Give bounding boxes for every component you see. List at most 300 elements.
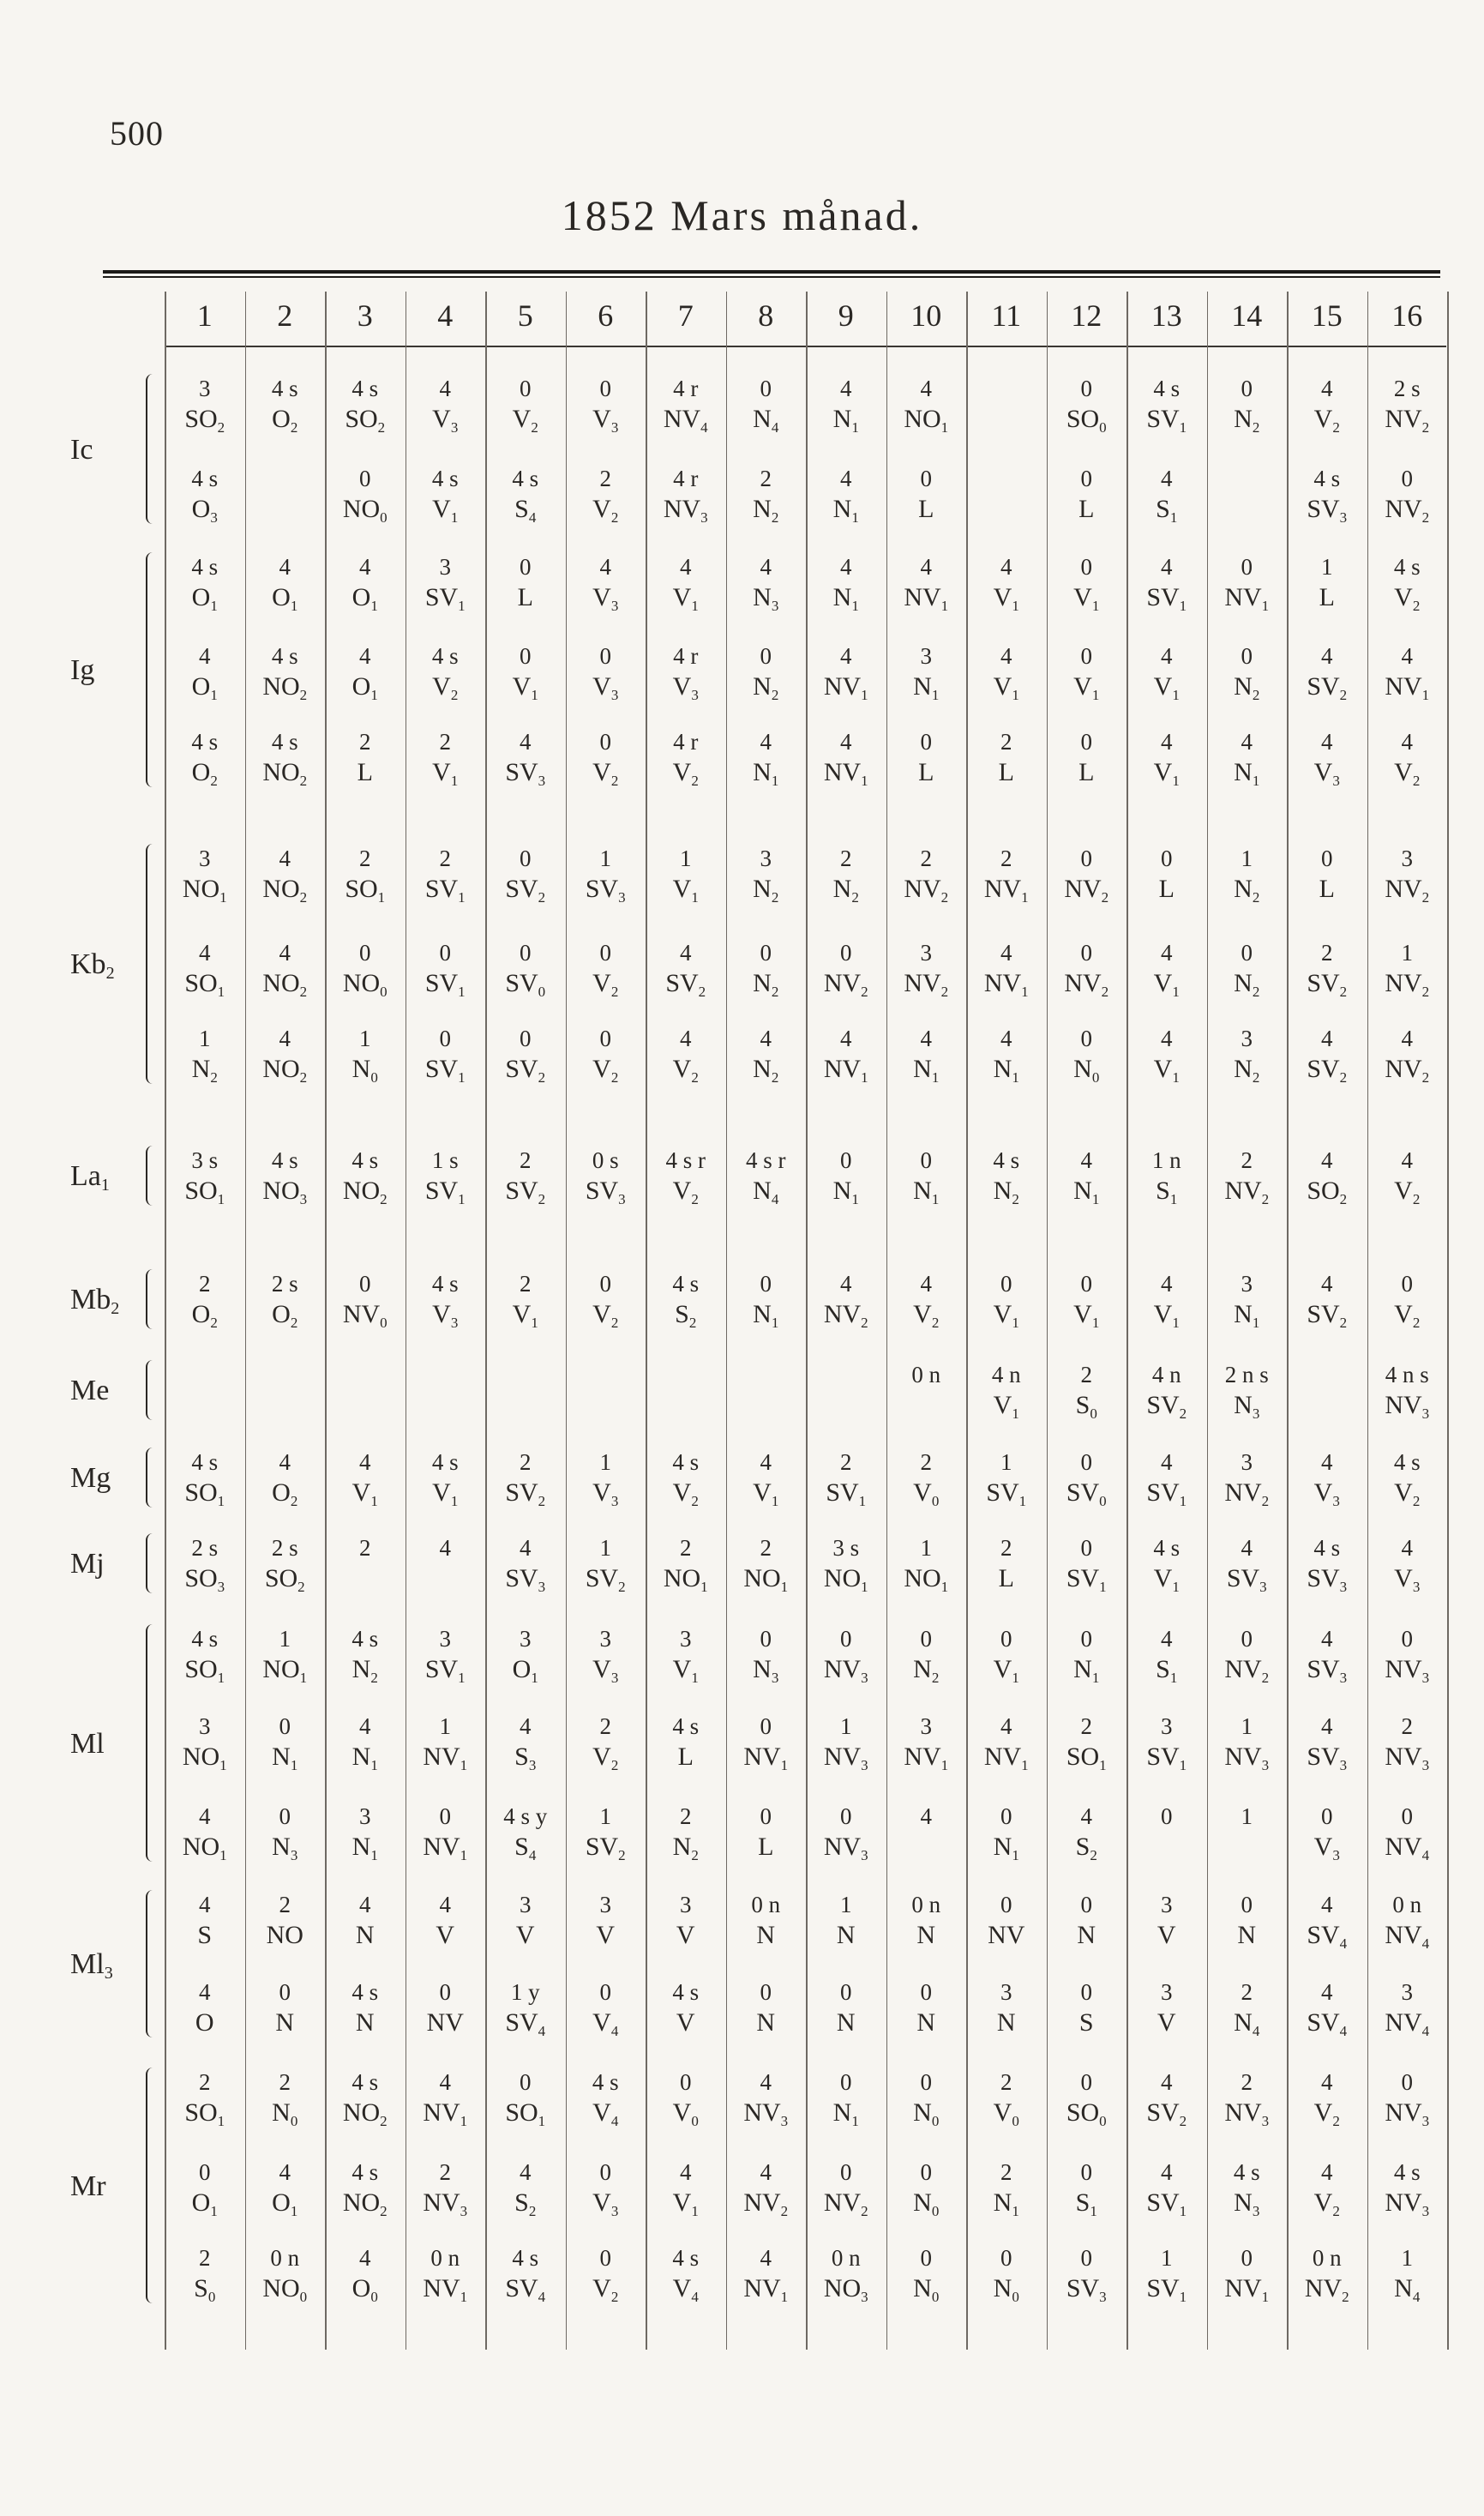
- observation-cell: [165, 1628, 245, 1686]
- cloud-amount: 4 s: [672, 1271, 700, 1297]
- wind-direction: $N_1$: [832, 405, 859, 436]
- cloud-amount: [245, 467, 326, 497]
- cloud-amount: 4 s: [431, 1449, 459, 1475]
- observation-cell: [886, 645, 967, 703]
- observation-cell: [1207, 1805, 1288, 1863]
- observation-cell: [806, 2161, 886, 2219]
- wind-direction: $SV_1$: [424, 583, 466, 614]
- wind-direction: L: [357, 758, 373, 786]
- observation-cell: [1207, 2247, 1288, 2305]
- column-header-day: 10: [910, 298, 942, 333]
- wind-direction: $NO_1$: [663, 1564, 708, 1595]
- column-header-day: 11: [991, 298, 1022, 333]
- observation-cell: [566, 1451, 646, 1509]
- wind-direction: $N_0$: [913, 2274, 940, 2305]
- cloud-amount: 4: [1161, 466, 1173, 491]
- wind-direction: $V_2$: [913, 1300, 940, 1331]
- cloud-amount: 4 s: [1313, 1535, 1341, 1561]
- wind-direction: [325, 1566, 406, 1595]
- observation-cell: [325, 467, 406, 526]
- cloud-amount: 0 n: [270, 2245, 300, 2271]
- cloud-amount: 4 s: [271, 1147, 298, 1173]
- observation-cell: [1287, 1273, 1367, 1331]
- cloud-amount: 4: [840, 1271, 852, 1297]
- wind-direction: $N_1$: [832, 2098, 859, 2129]
- wind-direction: $N_1$: [753, 1300, 779, 1331]
- cloud-amount: 0: [1401, 466, 1413, 491]
- observation-cell: [1207, 1628, 1288, 1686]
- observation-cell: [485, 847, 566, 906]
- group-brace: [146, 1269, 156, 1329]
- wind-direction: N: [1077, 1921, 1096, 1949]
- row-group-label: Ml: [70, 1727, 105, 1760]
- observation-cell: [485, 2247, 566, 2305]
- wind-direction: $NV_1$: [423, 1833, 468, 1863]
- observation-cell: [726, 2161, 807, 2219]
- wind-direction: $SO_1$: [184, 2098, 225, 2129]
- cloud-amount: 2: [520, 1147, 532, 1173]
- wind-direction: $NV_2$: [1385, 405, 1430, 436]
- observation-cell: [886, 2161, 967, 2219]
- observation-cell: [1047, 1363, 1127, 1422]
- observation-cell: [566, 1149, 646, 1207]
- observation-cell: [165, 731, 245, 789]
- observation-cell: [325, 1715, 406, 1773]
- wind-direction: $V_2$: [592, 495, 619, 526]
- cloud-amount: 4: [1161, 2159, 1173, 2185]
- wind-direction: $SV_2$: [505, 1177, 546, 1207]
- cloud-amount: 4: [1321, 729, 1333, 755]
- wind-direction: $V_2$: [672, 1177, 699, 1207]
- cloud-amount: 4: [1161, 1449, 1173, 1475]
- wind-direction: $NO_3$: [823, 2274, 868, 2305]
- cloud-amount: [325, 1363, 406, 1393]
- wind-direction: $V_4$: [592, 2098, 619, 2129]
- wind-direction: $V_3$: [592, 1655, 619, 1686]
- wind-direction: $V_1$: [512, 672, 538, 703]
- wind-direction: $SV_2$: [505, 875, 546, 906]
- cloud-amount: 0: [1080, 376, 1092, 401]
- observation-cell: [566, 2247, 646, 2305]
- cloud-amount: 1: [199, 1026, 211, 1051]
- wind-direction: $N_2$: [672, 1833, 699, 1863]
- observation-cell: [245, 2161, 326, 2219]
- cloud-amount: 4 s: [351, 1979, 379, 2005]
- wind-direction: $V_2$: [1394, 1478, 1421, 1509]
- column-header-day: 1: [196, 298, 213, 333]
- cloud-amount: 4: [199, 643, 211, 669]
- observation-cell: [1047, 2071, 1127, 2129]
- wind-direction: $N_1$: [993, 1055, 1019, 1086]
- observation-cell: [165, 1537, 245, 1595]
- cloud-amount: 2 n s: [1224, 1362, 1269, 1387]
- wind-direction: $NV_2$: [1385, 969, 1430, 1000]
- cloud-amount: 4: [760, 554, 772, 580]
- wind-direction: $NV_1$: [1385, 672, 1430, 703]
- observation-cell: [485, 1451, 566, 1509]
- wind-direction: O: [195, 2008, 214, 2037]
- observation-cell: [1127, 1893, 1207, 1952]
- wind-direction: $SV_1$: [1146, 2188, 1187, 2219]
- cloud-amount: 4: [1321, 1626, 1333, 1652]
- cloud-amount: 0: [439, 940, 451, 966]
- wind-direction: $NV_2$: [1064, 969, 1109, 1000]
- cloud-amount: 2: [279, 2069, 291, 2095]
- cloud-amount: 0: [760, 940, 772, 966]
- observation-cell: [245, 1363, 326, 1422]
- wind-direction: $SV_1$: [1146, 583, 1187, 614]
- wind-direction: V: [515, 1921, 535, 1949]
- cloud-amount: 2: [359, 729, 371, 755]
- observation-cell: [1367, 377, 1448, 436]
- wind-direction: $V_2$: [1394, 583, 1421, 614]
- observation-cell: [726, 1451, 807, 1509]
- observation-cell: [1207, 1451, 1288, 1509]
- wind-direction: $NV_3$: [1224, 1743, 1270, 1773]
- cloud-amount: 1: [1241, 846, 1253, 871]
- observation-cell: [646, 1628, 726, 1686]
- cloud-amount: 0: [840, 2069, 852, 2095]
- cloud-amount: 4: [1161, 940, 1173, 966]
- group-brace: [146, 844, 156, 1084]
- observation-cell: [806, 1451, 886, 1509]
- cloud-amount: 4 s: [351, 376, 379, 401]
- observation-cell: [165, 1363, 245, 1422]
- wind-direction: $V_1$: [672, 875, 699, 906]
- wind-direction: $NV_3$: [1224, 2098, 1270, 2129]
- observation-cell: [726, 1363, 807, 1422]
- cloud-amount: 4 s: [512, 2245, 539, 2271]
- cloud-amount: 0: [439, 1803, 451, 1829]
- observation-cell: [406, 1628, 486, 1686]
- wind-direction: $SV_2$: [1146, 1391, 1187, 1422]
- observation-cell: [886, 1893, 967, 1952]
- cloud-amount: 0: [599, 376, 611, 401]
- cloud-amount: 3: [1241, 1449, 1253, 1475]
- observation-cell: [1127, 2247, 1207, 2305]
- observation-cell: [1287, 467, 1367, 526]
- observation-cell: [1127, 2071, 1207, 2129]
- wind-direction: $SV_2$: [505, 1478, 546, 1509]
- wind-direction: $NV_2$: [823, 2188, 868, 2219]
- observation-cell: [646, 556, 726, 614]
- cloud-amount: 4 n: [1151, 1362, 1181, 1387]
- observation-cell: [1047, 731, 1127, 789]
- wind-direction: $V_3$: [592, 672, 619, 703]
- cloud-amount: 2: [920, 1449, 932, 1475]
- observation-cell: [406, 731, 486, 789]
- observation-cell: [325, 1451, 406, 1509]
- cloud-amount: 0: [840, 1803, 852, 1829]
- observation-cell: [1207, 1363, 1288, 1422]
- cloud-amount: 4 s: [1153, 1535, 1181, 1561]
- observation-cell: [485, 1715, 566, 1773]
- observation-cell: [165, 1451, 245, 1509]
- observation-cell: [646, 1273, 726, 1331]
- cloud-amount: 2: [1000, 729, 1012, 755]
- observation-cell: [726, 556, 807, 614]
- observation-cell: [406, 1981, 486, 2039]
- observation-cell: [566, 1537, 646, 1595]
- wind-direction: $NV_2$: [1224, 1655, 1270, 1686]
- observation-cell: [1047, 1149, 1127, 1207]
- observation-cell: [966, 467, 1047, 526]
- wind-direction: [406, 1393, 486, 1422]
- observation-cell: [1287, 1363, 1367, 1422]
- wind-direction: $SV_1$: [986, 1478, 1027, 1509]
- cloud-amount: 1: [920, 1535, 932, 1561]
- cloud-amount: 2: [359, 1535, 371, 1561]
- observation-cell: [1047, 645, 1127, 703]
- observation-cell: [1047, 1027, 1127, 1086]
- cloud-amount: 4: [199, 1979, 211, 2005]
- wind-direction: $N_1$: [993, 1833, 1019, 1863]
- wind-direction: [1127, 1834, 1207, 1863]
- cloud-amount: 4: [1321, 1147, 1333, 1173]
- wind-direction: $N_2$: [1234, 969, 1260, 1000]
- cloud-amount: 4 s: [191, 1626, 219, 1652]
- wind-direction: $N_2$: [753, 875, 779, 906]
- wind-direction: $S_2$: [514, 2188, 537, 2219]
- wind-direction: $SO_1$: [184, 1478, 225, 1509]
- observation-cell: [1127, 1363, 1207, 1422]
- column-divider: [1447, 292, 1449, 2350]
- cloud-amount: [485, 1363, 566, 1393]
- observation-cell: [726, 1715, 807, 1773]
- wind-direction: $SV_1$: [1146, 1743, 1187, 1773]
- cloud-amount: 4: [199, 940, 211, 966]
- cloud-amount: 4: [1321, 376, 1333, 401]
- cloud-amount: 0: [1080, 1892, 1092, 1917]
- observation-cell: [1287, 1027, 1367, 1086]
- wind-direction: $SV_2$: [505, 1055, 546, 1086]
- cloud-amount: 2 s: [1393, 376, 1421, 401]
- cloud-amount: 0: [1241, 2245, 1253, 2271]
- cloud-amount: 4: [920, 554, 932, 580]
- wind-direction: $SO_2$: [1307, 1177, 1348, 1207]
- cloud-amount: 0: [199, 2159, 211, 2185]
- observation-cell: [806, 1715, 886, 1773]
- observation-cell: [1287, 1149, 1367, 1207]
- observation-cell: [1047, 2247, 1127, 2305]
- cloud-amount: 2 s: [191, 1535, 219, 1561]
- observation-cell: [886, 377, 967, 436]
- wind-direction: $NO_2$: [342, 2098, 388, 2129]
- cloud-amount: 4: [840, 554, 852, 580]
- observation-cell: [886, 1027, 967, 1086]
- cloud-amount: 4 s: [271, 376, 298, 401]
- observation-cell: [406, 467, 486, 526]
- wind-direction: $NV_2$: [823, 1300, 868, 1331]
- cloud-amount: [726, 1363, 807, 1393]
- cloud-amount: 4: [359, 1892, 371, 1917]
- cloud-amount: [966, 467, 1047, 497]
- observation-cell: [1127, 1027, 1207, 1086]
- cloud-amount: 4: [840, 1026, 852, 1051]
- column-header-day: 5: [517, 298, 533, 333]
- wind-direction: $V_1$: [1073, 1300, 1100, 1331]
- observation-cell: [1207, 2071, 1288, 2129]
- cloud-amount: 4: [840, 729, 852, 755]
- wind-direction: $V_2$: [672, 758, 699, 789]
- cloud-amount: 4 s: [672, 1979, 700, 2005]
- observation-cell: [726, 645, 807, 703]
- observation-cell: [485, 731, 566, 789]
- observation-cell: [646, 1149, 726, 1207]
- wind-direction: $V_3$: [672, 672, 699, 703]
- observation-cell: [966, 2161, 1047, 2219]
- observation-cell: [886, 1981, 967, 2039]
- cloud-amount: 0: [920, 466, 932, 491]
- observation-cell: [1127, 645, 1207, 703]
- observation-cell: [1047, 1805, 1127, 1863]
- observation-cell: [566, 1893, 646, 1952]
- cloud-amount: 0: [840, 1979, 852, 2005]
- cloud-amount: 0: [1161, 1803, 1173, 1829]
- observation-cell: [1207, 731, 1288, 789]
- cloud-amount: [165, 1363, 245, 1393]
- cloud-amount: 2: [520, 1271, 532, 1297]
- wind-direction: $S_0$: [194, 2274, 216, 2305]
- observation-cell: [886, 1363, 967, 1422]
- cloud-amount: 4: [520, 1713, 532, 1739]
- wind-direction: $SV_1$: [826, 1478, 867, 1509]
- observation-cell: [886, 1451, 967, 1509]
- wind-direction: $V_2$: [592, 758, 619, 789]
- observation-cell: [806, 377, 886, 436]
- cloud-amount: 4 s: [512, 466, 539, 491]
- cloud-amount: 2: [920, 846, 932, 871]
- wind-direction: L: [998, 1564, 1014, 1592]
- observation-cell: [1207, 2161, 1288, 2219]
- observation-cell: [1047, 377, 1127, 436]
- observation-cell: [325, 1363, 406, 1422]
- cloud-amount: 1: [1241, 1803, 1253, 1829]
- wind-direction: $O_2$: [272, 405, 298, 436]
- cloud-amount: 4 n: [991, 1362, 1021, 1387]
- wind-direction: V: [676, 2008, 695, 2037]
- group-brace: [146, 374, 156, 524]
- group-brace: [146, 1533, 156, 1593]
- wind-direction: $V_1$: [1073, 672, 1100, 703]
- cloud-amount: 4 s: [1153, 376, 1181, 401]
- wind-direction: $O_1$: [272, 583, 298, 614]
- wind-direction: $V_3$: [1313, 1833, 1340, 1863]
- wind-direction: $V_2$: [1394, 758, 1421, 789]
- wind-direction: $V_2$: [1313, 2188, 1340, 2219]
- observation-cell: [806, 1628, 886, 1686]
- wind-direction: [406, 1566, 486, 1595]
- cloud-amount: 0 n: [1392, 1892, 1422, 1917]
- observation-cell: [1047, 467, 1127, 526]
- column-header-day: 14: [1231, 298, 1263, 333]
- cloud-amount: [1207, 467, 1288, 497]
- wind-direction: $NO_1$: [904, 1564, 949, 1595]
- observation-cell: [1367, 2161, 1448, 2219]
- wind-direction: $N_1$: [1234, 1300, 1260, 1331]
- observation-cell: [245, 942, 326, 1000]
- observation-cell: [165, 1027, 245, 1086]
- cloud-amount: 1: [359, 1026, 371, 1051]
- cloud-amount: 4: [1000, 1026, 1012, 1051]
- observation-cell: [646, 847, 726, 906]
- cloud-amount: 1: [680, 846, 692, 871]
- wind-direction: $O_1$: [351, 583, 378, 614]
- wind-direction: L: [517, 583, 533, 611]
- column-header-day: 3: [357, 298, 373, 333]
- observation-cell: [566, 377, 646, 436]
- observation-cell: [325, 2247, 406, 2305]
- observation-cell: [1127, 1537, 1207, 1595]
- cloud-amount: 0: [1241, 940, 1253, 966]
- wind-direction: $V_2$: [672, 1055, 699, 1086]
- cloud-amount: 2: [199, 1271, 211, 1297]
- observation-cell: [806, 1027, 886, 1086]
- cloud-amount: 0: [1241, 1892, 1253, 1917]
- observation-cell: [406, 1893, 486, 1952]
- wind-direction: $NV_2$: [1304, 2274, 1349, 2305]
- observation-cell: [165, 1715, 245, 1773]
- cloud-amount: 4 s: [431, 1271, 459, 1297]
- cloud-amount: [566, 1363, 646, 1393]
- wind-direction: $V_1$: [993, 1391, 1019, 1422]
- wind-direction: L: [1158, 875, 1175, 903]
- cloud-amount: 1: [840, 1713, 852, 1739]
- wind-direction: $SO_0$: [1066, 405, 1107, 436]
- observation-cell: [726, 1805, 807, 1863]
- wind-direction: $SV_2$: [585, 1833, 626, 1863]
- wind-direction: L: [758, 1833, 774, 1861]
- cloud-amount: 4: [1321, 1271, 1333, 1297]
- row-group-label: Me: [70, 1375, 110, 1406]
- wind-direction: $N_2$: [753, 969, 779, 1000]
- wind-direction: $V_1$: [993, 672, 1019, 703]
- cloud-amount: 0: [1080, 643, 1092, 669]
- observation-cell: [886, 1537, 967, 1595]
- wind-direction: $NO_0$: [262, 2274, 308, 2305]
- observation-cell: [806, 1363, 886, 1422]
- cloud-amount: 0: [520, 1026, 532, 1051]
- observation-cell: [245, 645, 326, 703]
- observation-cell: [1047, 1981, 1127, 2039]
- cloud-amount: 4: [359, 1713, 371, 1739]
- wind-direction: $SV_1$: [424, 1055, 466, 1086]
- observation-cell: [1127, 942, 1207, 1000]
- cloud-amount: 3: [199, 846, 211, 871]
- observation-cell: [245, 1027, 326, 1086]
- observation-cell: [1127, 467, 1207, 526]
- cloud-amount: 0: [760, 376, 772, 401]
- observation-cell: [165, 847, 245, 906]
- observation-cell: [886, 731, 967, 789]
- observation-cell: [1047, 942, 1127, 1000]
- wind-direction: $SV_2$: [665, 969, 706, 1000]
- observation-cell: [966, 1981, 1047, 2039]
- observation-cell: [1287, 556, 1367, 614]
- wind-direction: $V_2$: [592, 1055, 619, 1086]
- wind-direction: $NV_1$: [983, 1743, 1029, 1773]
- row-group-label: Ic: [70, 433, 93, 466]
- observation-cell: [1207, 467, 1288, 526]
- observation-cell: [245, 1149, 326, 1207]
- wind-direction: $S_2$: [675, 1300, 697, 1331]
- wind-direction: $NV_3$: [1385, 2098, 1430, 2129]
- wind-direction: N: [355, 2008, 375, 2037]
- observation-cell: [245, 556, 326, 614]
- cloud-amount: 0: [439, 1979, 451, 2005]
- observation-cell: [566, 645, 646, 703]
- wind-direction: $V_1$: [1073, 583, 1100, 614]
